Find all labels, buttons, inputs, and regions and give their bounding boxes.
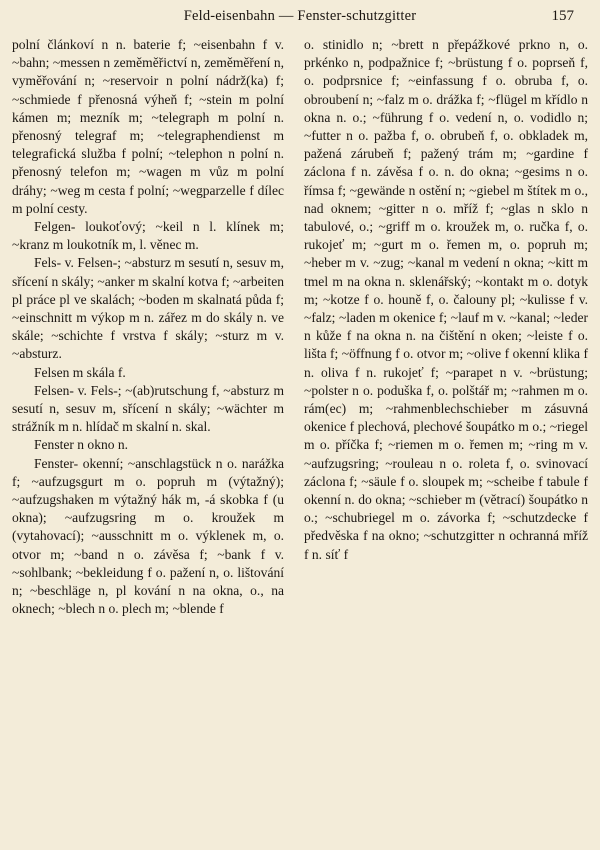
entry-fels: Fels- v. Felsen-; ~absturz m sesutí n, sesuv m, sřícení n skály; ~anker m skalní kotva f; ~arbeiten pl práce pl ve skalách; ~boden m skalnatá půda f; ~einschnitt m výkop m n. zářez m do skály n. ve skále; ~schichte f vrstva f skály; ~sturz m v. ~absturz. bbox=[12, 255, 284, 362]
right-column bbox=[304, 36, 588, 564]
entry-felgen: Felgen- loukoťový; ~keil n l. klínek m; ~kranz m loukotník m, l. věnec m. bbox=[12, 219, 284, 253]
entry-feld-continued: polní článkoví n n. baterie f; ~eisenbahn f v. ~bahn; ~messen n zeměměřictví n, zeměměření n, vyměřování n; ~reservoir n polní nádrž(ka) f; ~schmiede f přenosná výheň f; ~stein m polní kámen m; mezník m; ~telegraph m polní n. přenosný telegraf m; ~telegraphendienst m telegrafická služba f polní; ~telephon n polní n. přenosný telefon m; ~wagen m vůz m polní dráhy; ~weg m cesta f polní; ~wegparzelle f dílec m polní cesty. bbox=[12, 37, 284, 216]
entry-fenster-continued: o. stinidlo n; ~brett n přepážkové prkno n, o. prkénko n, podpažnice f; ~brüstung f o. poprseň f, o. podprsnice f; ~einfassung f o. obruba f, o. obroubení n; ~falz m o. drážka f; ~flügel m křídlo n okna n. o.; ~führung f o. vedení n, o. vodidlo n; ~futter n o. pažba f, o. obrubeň f, o. obkladek m, pažená zárubeň f; pažený trám m; ~gardine f záclona f n. závěsa f o. n. do okna; ~gesims n o. římsa f; ~gewände n ostění n; ~giebel m štítek m o., nad oknem; ~gitter n o. mříž f; ~glas n sklo n tabulové, o.; ~griff m o. kroužek m, o. ručka f, o. rukojeť m; ~gurt m o. řemen m, o. popruh m; ~heber m v. ~zug; ~kanal m vedení n okna; ~kitt m tmel m na okna n. sklenářský; ~kontakt m o. dotyk m; ~kotze f o. houně f, o. čalouny pl; ~kulisse f v. ~falz; ~laden m okenice f; ~lauf m v. ~kanal; ~leder n kůže f na okna n. na čištění n oken; ~leiste f o. lišta f; ~öffnung f o. otvor m; ~olive f okenní klika f n. oliva f n. rukojeť f; ~parapet n v. ~brüstung; ~polster n o. poduška f, o. polštář m; ~rahmen m o. rám(ec) m; ~rahmenblechschieber m zásuvná okenice f plechová, plechové šoupátko m o.; ~riegel m o. příčka f; ~riemen m o. řemen m; ~ring m v. ~aufzugsring; ~rouleau n o. roleta f, o. svinovací záclona f; ~säule f o. sloupek m; ~scheibe f tabule f okenní n. do okna; ~schieber m (větrací) šoupátko n o.; ~schubriegel m o. závorka f; ~schutzdecke f předvěska f na okno; ~schutzgitter n ochranná mříž f n. síť f bbox=[304, 37, 588, 562]
page-header bbox=[0, 8, 600, 30]
left-column bbox=[12, 36, 284, 619]
entry-felsen-compound: Felsen- v. Fels-; ~(ab)rutschung f, ~absturz m sesutí n, sesuv m, sřícení n skály; ~wächter m strážník m n. hlídač m skalní n. skal. bbox=[12, 382, 284, 435]
entry-fenster: Fenster n okno n. bbox=[34, 437, 129, 453]
entry-fenster-compound: Fenster- okenní; ~anschlagstück n o. narážka f; ~aufzugsgurt m o. popruh m (výtažný); ~aufzugshaken m výtažný hák m, -á skobka f (u okna); ~aufzugsring m o. kroužek m (vytahovací); ~ausschnitt m o. výklenek m, o. otvor m; ~band n o. závěsa f; ~bank f v. ~sohlbank; ~bekleidung f o. pažení n, o. lištování n; ~beschläge n, pl kování n na okna, o., na oknech; ~blech n o. plech m; ~blende f bbox=[12, 455, 284, 617]
page-number: 157 bbox=[551, 8, 574, 24]
entry-felsen: Felsen m skála f. bbox=[34, 364, 126, 380]
running-title: Feld-eisenbahn — Fenster-schutzgitter bbox=[183, 8, 417, 24]
